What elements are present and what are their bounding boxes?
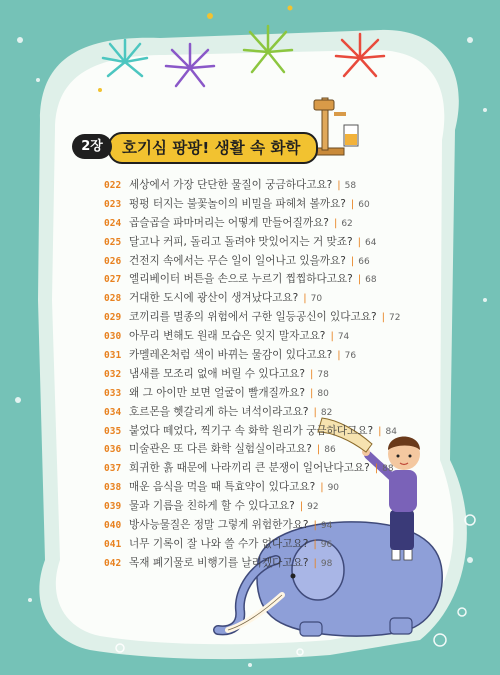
toc-entry[interactable] bbox=[104, 309, 424, 328]
toc-separator: | bbox=[378, 425, 382, 437]
toc-entry-page: 66 bbox=[358, 256, 370, 267]
toc-entry-title: 곱슬곱슬 파마머리는 어떻게 만들어질까요? bbox=[129, 216, 329, 229]
toc-entry-number: 029 bbox=[104, 312, 122, 324]
toc-entry-number: 041 bbox=[104, 538, 122, 550]
toc-separator: | bbox=[299, 501, 304, 513]
toc-entry-page: 90 bbox=[327, 483, 340, 494]
toc-entry-number: 028 bbox=[104, 293, 122, 305]
toc-entry[interactable] bbox=[104, 366, 424, 385]
toc-entry-number: 024 bbox=[104, 217, 122, 229]
toc-entry-title: 희귀한 흙 때문에 나라끼리 큰 분쟁이 일어난다고요? bbox=[129, 462, 370, 475]
toc-entry-title: 코끼리를 멸종의 위험에서 구한 일등공신이 있다고요? bbox=[129, 311, 377, 324]
toc-entry-number: 042 bbox=[104, 557, 122, 569]
toc-separator: | bbox=[320, 482, 324, 494]
toc-entry-number: 034 bbox=[104, 406, 122, 418]
toc-entry-number: 038 bbox=[104, 482, 122, 494]
toc-entry-title: 너무 기록이 잘 나와 쓸 수가 없다고요? bbox=[129, 537, 309, 550]
toc-entry-page: 64 bbox=[365, 237, 377, 248]
toc-entry-title: 방사능물질은 정말 그렇게 위험한가요? bbox=[129, 519, 309, 532]
toc-separator: | bbox=[337, 180, 341, 191]
toc-entry-page: 72 bbox=[388, 313, 401, 324]
toc-entry[interactable] bbox=[104, 441, 424, 460]
toc-entry[interactable] bbox=[104, 479, 424, 498]
toc-entry-number: 032 bbox=[104, 368, 122, 380]
toc-separator: | bbox=[313, 538, 317, 550]
toc-entry-page: 82 bbox=[320, 407, 333, 418]
toc-entry[interactable] bbox=[104, 423, 424, 442]
toc-entry[interactable] bbox=[104, 536, 424, 555]
toc-separator: | bbox=[337, 350, 341, 362]
toc-entry-title: 아무리 변해도 원래 모습은 잊지 말자고요? bbox=[129, 330, 326, 343]
toc-entry-page: 86 bbox=[324, 445, 336, 456]
toc-entry-number: 022 bbox=[104, 180, 122, 191]
toc-entry[interactable] bbox=[104, 328, 424, 347]
toc-separator: | bbox=[330, 331, 334, 343]
toc-entry-number: 033 bbox=[104, 387, 122, 399]
toc-entry[interactable] bbox=[104, 498, 424, 517]
toc-entry-title: 세상에서 가장 단단한 물질이 궁금하다고요? bbox=[129, 179, 333, 191]
chapter-banner bbox=[72, 132, 334, 162]
toc-entry[interactable] bbox=[104, 234, 424, 253]
toc-separator: | bbox=[333, 217, 338, 229]
toc-entry-page: 84 bbox=[385, 426, 397, 437]
table-of-contents bbox=[104, 177, 424, 574]
toc-entry-number: 040 bbox=[104, 520, 122, 532]
toc-separator: | bbox=[316, 444, 321, 456]
toc-entry-number: 031 bbox=[104, 350, 122, 362]
toc-entry[interactable] bbox=[104, 385, 424, 404]
chapter-title: 호기심 팡팡! 생활 속 화학 bbox=[108, 132, 318, 164]
toc-entry[interactable] bbox=[104, 271, 424, 290]
toc-entry-page: 78 bbox=[317, 369, 329, 380]
toc-entry-page: 74 bbox=[337, 332, 350, 343]
toc-separator: | bbox=[303, 293, 307, 305]
toc-entry-page: 68 bbox=[365, 275, 377, 286]
toc-separator: | bbox=[357, 274, 362, 286]
toc-entry-title: 호르몬을 헷갈리게 하는 녀석이라고요? bbox=[129, 405, 309, 418]
toc-entry[interactable] bbox=[104, 290, 424, 309]
toc-entry-number: 025 bbox=[104, 236, 122, 248]
toc-entry-title: 카멜레온처럼 색이 바뀌는 물감이 있다고요? bbox=[129, 349, 333, 362]
toc-entry[interactable] bbox=[104, 460, 424, 479]
toc-entry[interactable] bbox=[104, 196, 424, 215]
toc-entry-title: 냄새를 모조리 없애 버릴 수 있다고요? bbox=[129, 367, 305, 380]
toc-separator: | bbox=[309, 387, 314, 399]
toc-separator: | bbox=[313, 520, 317, 532]
toc-entry[interactable] bbox=[104, 517, 424, 536]
toc-entry-title: 목재 폐기물로 비행기를 날리겠다고요? bbox=[129, 556, 309, 569]
toc-entry-page: 94 bbox=[320, 521, 333, 532]
toc-entry-page: 98 bbox=[320, 558, 333, 569]
toc-entry-title: 엘리베이터 버튼을 손으로 누르기 찝찝하다고요? bbox=[129, 273, 353, 286]
toc-entry-page: 70 bbox=[310, 294, 323, 305]
toc-entry-title: 물과 기름을 친하게 할 수 있다고요? bbox=[129, 500, 295, 513]
toc-entry-title: 건전지 속에서는 무슨 일이 일어나고 있을까요? bbox=[129, 254, 346, 267]
toc-separator: | bbox=[350, 255, 355, 267]
toc-entry[interactable] bbox=[104, 404, 424, 423]
toc-entry-title: 매운 음식을 먹을 때 특효약이 있다고요? bbox=[129, 481, 316, 494]
toc-entry-number: 023 bbox=[104, 198, 122, 210]
toc-entry-page: 58 bbox=[344, 181, 357, 191]
toc-separator: | bbox=[381, 312, 385, 324]
toc-separator: | bbox=[313, 406, 317, 418]
toc-entry-page: 60 bbox=[358, 199, 370, 210]
toc-entry-number: 030 bbox=[104, 331, 122, 343]
toc-entry-number: 036 bbox=[104, 444, 122, 456]
toc-entry-title: 붙었다 떼었다, 찍기구 속 화학 원리가 궁금하다고요? bbox=[129, 424, 374, 437]
toc-entry-title: 왜 그 아이만 보면 얼굴이 빨개질까요? bbox=[129, 386, 305, 399]
toc-entry-page: 92 bbox=[307, 502, 319, 513]
toc-entry-number: 026 bbox=[104, 255, 122, 267]
chapter-badge: 2장 bbox=[72, 134, 112, 159]
toc-entry-number: 037 bbox=[104, 463, 122, 475]
toc-entry-page: 62 bbox=[341, 218, 353, 229]
toc-entry-title: 거대한 도시에 광산이 생겨났다고요? bbox=[129, 292, 299, 305]
toc-separator: | bbox=[374, 463, 379, 475]
toc-entry-title: 미술관은 또 다른 화학 실험실이라고요? bbox=[129, 443, 312, 456]
toc-entry-title: 달고나 커피, 돌리고 돌려야 맛있어지는 거 맞죠? bbox=[129, 235, 353, 248]
toc-separator: | bbox=[357, 236, 362, 248]
toc-entry-page: 88 bbox=[382, 464, 394, 475]
toc-entry[interactable] bbox=[104, 555, 424, 574]
toc-entry-number: 027 bbox=[104, 274, 122, 286]
beaker-icon bbox=[344, 125, 358, 146]
toc-entry-title: 펑펑 터지는 불꽃놀이의 비밀을 파헤쳐 볼까요? bbox=[129, 197, 346, 210]
toc-separator: | bbox=[309, 368, 314, 380]
toc-entry-page: 80 bbox=[317, 388, 329, 399]
toc-entry-page: 76 bbox=[344, 351, 357, 362]
toc-entry[interactable] bbox=[104, 347, 424, 366]
toc-entry[interactable] bbox=[104, 177, 424, 196]
toc-entry-number: 039 bbox=[104, 501, 122, 513]
toc-entry-page: 96 bbox=[320, 539, 333, 550]
toc-entry[interactable] bbox=[104, 215, 424, 234]
toc-separator: | bbox=[313, 557, 317, 569]
toc-entry-number: 035 bbox=[104, 425, 122, 437]
toc-entry[interactable] bbox=[104, 253, 424, 272]
toc-separator: | bbox=[350, 198, 355, 210]
